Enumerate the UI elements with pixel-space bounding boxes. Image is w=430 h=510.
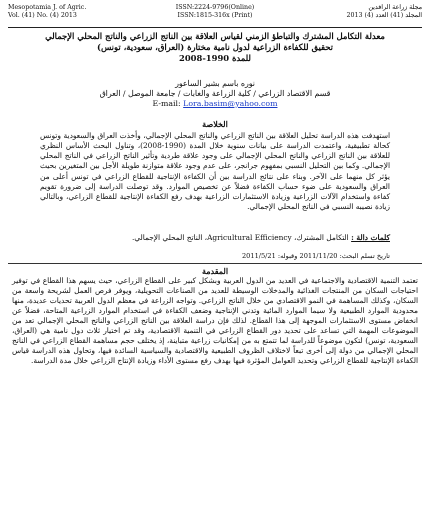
keywords-label: كلمات دالة : bbox=[351, 233, 390, 242]
author-name: نوره باسم بشير الساعور bbox=[175, 79, 255, 88]
abstract-text: استهدفت هذه الدراسة تحليل العلاقة بين الناتج الزراعي والناتج المحلي الإجمالي، وأخذت العراق والسعودية وتونس كحالة تطبيقية، واعتمدت الدراسة على بيانات سنوية خلال المدة (1990-2008)، وتناول البحث الأساس النظري للعلاقة بين الناتج الزراعي والناتج المحلي الإجمالي على وجود علاقة طردية وتأثير الناتج الزراعي في الناتج المحلي الإجمالي. وكما بين التحليل النسبي بمفهوم جرانجر، على عدم وجود علاقة متوازنة طويلة الأجل بين المتغيرين بحيث يؤثر كل منهما على الآخر. وبناء على نتائج الدراسة بين أن الكفاءة الإنتاجية للقطاع الزراعي في تونس أعلى من العراق والسعودية على ضوء حساب الكفاءة فضلاً عن تخصيص الموارد. وقد توصلت الدراسة إلى ضرورة تقويم كفاءة واستخدام الآلات الزراعية وزيادة الاستثمارات الزراعية بهدف رفع الكفاءة الإنتاجية للقطاع الزراعي، وبالتالي زيادة نصيبه النسبي في الناتج المحلي الإجمالي. bbox=[40, 131, 390, 212]
title-line-3: للمدة 1990-2008 bbox=[179, 53, 251, 63]
received-dates: تاريخ تسلم البحث: 2011/11/20 وقبوله: 2011/5/21 bbox=[241, 252, 390, 260]
intro-text: تعتمد التنمية الاقتصادية والاجتماعية في العديد من الدول العربية وبشكل كبير على القطاع الزراعي، حيث يسهم هذا القطاع في توفير احتياجات السكان من المنتجات الغذائية والمدخلات الوسيطة للعديد من الصناعات التحويلية، ويوفر فرص العمل لشريحة واسعة من السكان، وكذلك المساهمة في النمو الاقتصادي من خلال الناتج الزراعي. وتواجه الزراعة في معظم الدول العربية تحديات عديدة، منها محدودية الموارد الطبيعية ولا سيما الموارد المائية وتدني الإنتاجية وضعف الكفاءة في استخدام الموارد الزراعية المتاحة، فضلاً عن انخفاض مستوى الاستثمارات الموجهة إلى هذا القطاع. لذلك فإن دراسة العلاقة بين الناتج الزراعي والناتج المحلي الإجمالي تعد من الموضوعات المهمة التي تساعد على تحديد دور القطاع الزراعي في التنمية الاقتصادية، وقد تم اختيار ثلاث دول نامية هي (العراق، السعودية، تونس) لتكون موضوعاً للدراسة لما تتمتع به من إمكانيات زراعية متباينة، إذ يختلف حجم مساهمة القطاع الزراعي في الناتج المحلي الإجمالي من دولة إلى أخرى تبعاً لاختلاف الظروف الطبيعية والاقتصادية والسياسية السائدة فيها، وتحاول هذه الدراسة قياس الكفاءة الإنتاجية للقطاع الزراعي وتحديد العوامل المؤثرة فيها بهدف رفع مستوى الأداء وزيادة الإنتاج الزراعي خلال مدة الدراسة. bbox=[12, 276, 418, 366]
journal-name-ar: مجلة زراعة الرافدين bbox=[368, 4, 422, 11]
keywords-text: التكامل المشترك، Agricultural Efficiency، الناتج المحلي الإجمالي. bbox=[131, 233, 349, 242]
author-email bbox=[20, 99, 410, 109]
author-affiliation: قسم الاقتصاد الزراعي / كلية الزراعة والغابات / جامعة الموصل / العراق bbox=[99, 89, 331, 98]
issn-online: ISSN:2224-9796(Online) bbox=[175, 4, 255, 11]
intro-heading: المقدمة bbox=[201, 266, 229, 276]
issn-print: ISSN:1815-316x (Print) bbox=[177, 11, 253, 19]
header-divider bbox=[8, 27, 422, 28]
title-line-2: تحقيق للكفاءة الزراعية لدول نامية مختارة (العراق، سعودية، تونس) bbox=[97, 42, 333, 52]
header-right bbox=[347, 4, 423, 19]
email-link[interactable]: Lora.basim@yahoo.com bbox=[183, 99, 278, 108]
abstract-heading: الخلاصة bbox=[202, 119, 228, 129]
section-divider bbox=[8, 263, 422, 264]
paper-title bbox=[20, 31, 410, 64]
author-block bbox=[20, 79, 410, 109]
email-label: E-mail: bbox=[152, 99, 181, 108]
journal-volume-ar: المجلد (41) العدد (4) 2013 bbox=[346, 11, 422, 19]
journal-name-en: Mesopotamia J. of Agric. bbox=[8, 4, 87, 11]
journal-volume-en: Vol. (41) No. (4) 2013 bbox=[8, 11, 77, 19]
title-line-1: معدلة التكامل المشترك والتباطؤ الزمني لقياس العلاقة بين الناتج الزراعي والناتج المحلي الإجمالي bbox=[45, 31, 385, 41]
keywords-line bbox=[40, 233, 390, 243]
